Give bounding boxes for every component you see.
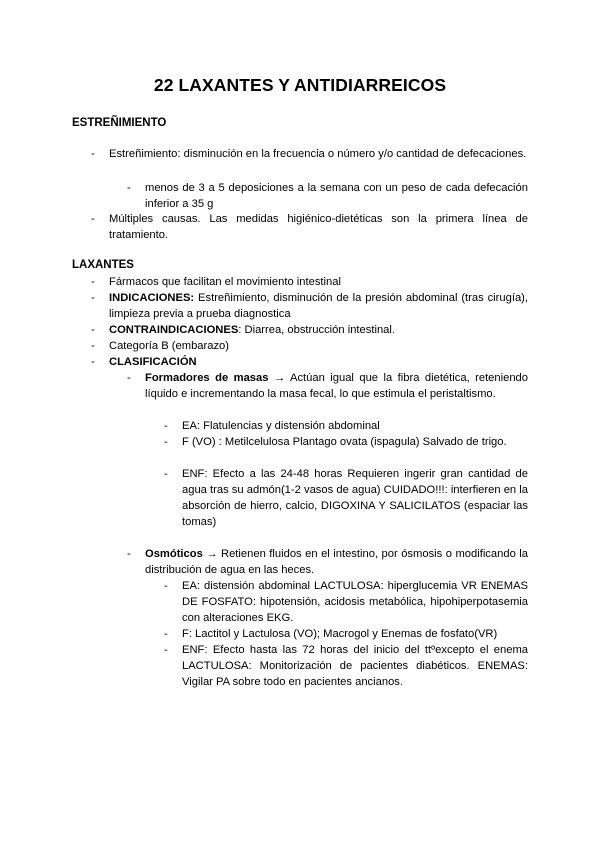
bullet-dash: - xyxy=(164,644,168,656)
indicaciones-text: Estreñimiento, disminución de la presión abdominal (tras cirugía), limpieza previa a prueba diagnostica xyxy=(109,292,528,320)
list-item: - Fármacos que facilitan el movimiento intestinal xyxy=(91,276,341,288)
osmoticos-text: → Retienen fluidos en el intestino, por ósmosis o modificando la distribución de agua en las heces. xyxy=(145,548,528,576)
list-item: - F: Lactitol y Lactulosa (VO); Macrogol y Enemas de fosfato(VR) xyxy=(164,628,498,640)
bullet-dash: - xyxy=(127,182,131,194)
list-item: - ENF: Efecto a las 24-48 horas Requieren ingerir gran cantidad de agua tras su admón(1-2 vasos de agua) CUIDADO!!!: interfieren en la absorción de hierro, calcio, DIGOXINA Y SALICILATOS (espaciar las tomas) xyxy=(164,468,528,528)
bullet-dash: - xyxy=(91,292,95,304)
section-heading-laxantes: LAXANTES xyxy=(72,259,134,271)
list-item: - Estreñimiento: disminución en la frecuencia o número y/o cantidad de defecaciones. xyxy=(91,148,527,160)
list-item-formadores xyxy=(127,370,528,402)
list-item: - F (VO) : Metilcelulosa Plantago ovata (ispagula) Salvado de trigo. xyxy=(164,436,507,448)
contraindicaciones-label: CONTRAINDICACIONES xyxy=(109,324,239,336)
bullet-dash: - xyxy=(91,276,95,288)
bullet-dash: - xyxy=(164,628,168,640)
list-item: - Categoría B (embarazo) xyxy=(91,340,230,352)
list-item-osmoticos xyxy=(127,546,528,578)
bullet-dash: - xyxy=(127,372,131,384)
bullet-dash: - xyxy=(164,468,168,480)
contraindicaciones-text: : Diarrea, obstrucción intestinal. xyxy=(238,324,395,336)
list-item: - Múltiples causas. Las medidas higiénico-dietéticas son la primera línea de tratamiento. xyxy=(91,213,528,241)
bullet-dash: - xyxy=(164,436,168,448)
list-item: - menos de 3 a 5 deposiciones a la semana con un peso de cada defecación inferior a 35 g xyxy=(127,182,528,210)
bullet-dash: - xyxy=(91,340,95,352)
formadores-text: → Actúan igual que la fibra dietética, reteniendo líquido e incrementando la masa fecal, lo que estimula el peristaltismo. xyxy=(145,372,528,400)
list-item xyxy=(91,290,528,322)
bullet-dash: - xyxy=(91,148,95,160)
bullet-dash: - xyxy=(91,213,95,225)
list-item: - EA: distensión abdominal LACTULOSA: hiperglucemia VR ENEMAS DE FOSFATO: hipotensión, acidosis metabólica, hipohiperpotasemia con alteraciones EKG. xyxy=(164,580,528,624)
osmoticos-label: Osmóticos xyxy=(145,548,203,560)
section-heading-estrenimiento: ESTREÑIMIENTO xyxy=(72,117,167,129)
bullet-dash: - xyxy=(127,548,131,560)
list-item: - CLASIFICACIÓN xyxy=(91,356,197,368)
bullet-dash: - xyxy=(91,324,95,336)
list-item xyxy=(91,322,528,338)
bullet-dash: - xyxy=(91,356,95,368)
bullet-dash: - xyxy=(164,580,168,592)
indicaciones-label: INDICACIONES: xyxy=(109,292,195,304)
page-title: 22 LAXANTES Y ANTIDIARREICOS xyxy=(153,75,447,95)
list-item: - EA: Flatulencias y distensión abdominal xyxy=(164,420,380,432)
list-item: - ENF: Efecto hasta las 72 horas del inicio del ttºexcepto el enema LACTULOSA: Monitorización de pacientes diabéticos. ENEMAS: Vigilar PA sobre todo en pacientes ancianos. xyxy=(164,644,528,688)
formadores-label: Formadores de masas xyxy=(145,372,269,384)
bullet-dash: - xyxy=(164,420,168,432)
